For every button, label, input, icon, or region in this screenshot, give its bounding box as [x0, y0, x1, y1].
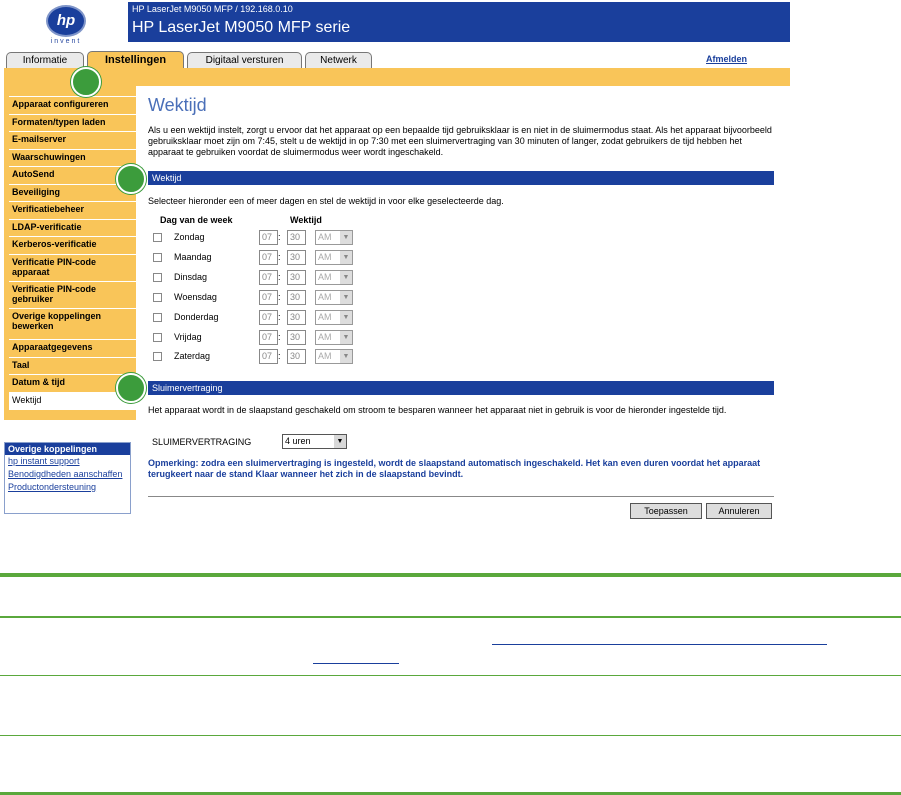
dropdown-arrow-icon: ▼	[340, 350, 352, 363]
product-title: HP LaserJet M9050 MFP serie	[132, 19, 351, 36]
link-underline	[313, 663, 399, 664]
tab-bar	[4, 68, 790, 86]
sleep-delay-label: SLUIMERVERTRAGING	[152, 437, 252, 447]
link-productondersteuning[interactable]: Productondersteuning	[8, 482, 97, 492]
day-checkbox[interactable]	[153, 273, 162, 282]
table-rule-header	[0, 616, 901, 618]
tab-informatie[interactable]: Informatie	[6, 52, 84, 68]
sidebar-item-e-mailserver[interactable]: E-mailserver	[9, 131, 136, 149]
ampm-select[interactable]	[315, 230, 353, 245]
day-label: Zondag	[174, 232, 205, 242]
dropdown-arrow-icon: ▼	[340, 291, 352, 304]
day-checkbox[interactable]	[153, 333, 162, 342]
hour-input[interactable]: 07	[259, 250, 278, 265]
sidebar-item-apparaatgegevens[interactable]: Apparaatgegevens	[9, 339, 136, 357]
table-rule-row	[0, 735, 901, 736]
header-band	[128, 2, 790, 42]
col-header-time: Wektijd	[290, 215, 322, 225]
minute-input[interactable]: 30	[287, 290, 306, 305]
time-colon: :	[278, 252, 281, 262]
minute-input[interactable]: 30	[287, 250, 306, 265]
col-header-day: Dag van de week	[160, 215, 233, 225]
device-address: HP LaserJet M9050 MFP / 192.168.0.10	[132, 4, 293, 14]
sidebar-nav	[4, 86, 136, 420]
divider	[148, 496, 774, 497]
callout-marker-3	[116, 373, 146, 403]
hour-input[interactable]: 07	[259, 230, 278, 245]
other-links-title: Overige koppelingen	[5, 443, 130, 455]
day-checkbox[interactable]	[153, 352, 162, 361]
sidebar-item-beveiliging[interactable]: Beveiliging	[9, 184, 136, 201]
sidebar-item-verificatiebeheer[interactable]: Verificatiebeheer	[9, 201, 136, 219]
sidebar-item-formaten-typen[interactable]: Formaten/typen laden	[9, 114, 136, 131]
ampm-value: AM	[318, 252, 332, 262]
sidebar-item-autosend[interactable]: AutoSend	[9, 166, 136, 184]
minute-input[interactable]: 30	[287, 310, 306, 325]
dropdown-arrow-icon: ▼	[340, 331, 352, 344]
sidebar-item-taal[interactable]: Taal	[9, 357, 136, 374]
sleep-delay-value: 4 uren	[285, 436, 311, 446]
hp-logo-icon	[46, 5, 86, 45]
dropdown-arrow-icon: ▼	[340, 311, 352, 324]
intro-text: Als u een wektijd instelt, zorgt u ervoor dat het apparaat op een bepaalde tijd gebruiksklaar is en niet in de sluimermodus staat. Als het apparaat bijvoorbeeld gebruiksklaar moet zijn om 7:45, stelt u de wektijd in op 7:30 met een sluimervertraging van 30 minuten of langer, zodat gebruikers de tijd hebben het apparaat te gebruiken voordat de sluimermodus weer wordt ingeschakeld.	[148, 125, 772, 157]
day-label: Maandag	[174, 252, 212, 262]
time-colon: :	[278, 332, 281, 342]
sidebar-item-kerberos[interactable]: Kerberos-verificatie	[9, 236, 136, 254]
day-checkbox[interactable]	[153, 293, 162, 302]
sidebar-item-waarschuwingen[interactable]: Waarschuwingen	[9, 149, 136, 166]
day-label: Donderdag	[174, 312, 219, 322]
table-rule-top	[0, 573, 901, 577]
tab-netwerk[interactable]: Netwerk	[305, 52, 372, 68]
ampm-value: AM	[318, 312, 332, 322]
time-colon: :	[278, 292, 281, 302]
page-title: Wektijd	[148, 95, 207, 115]
tab-instellingen[interactable]: Instellingen	[87, 51, 184, 69]
apply-button[interactable]: Toepassen	[630, 503, 702, 519]
ampm-value: AM	[318, 351, 332, 361]
wake-row-zondag	[153, 230, 363, 246]
hour-input[interactable]: 07	[259, 349, 278, 364]
logout-link[interactable]: Afmelden	[706, 54, 748, 64]
link-underline	[492, 644, 827, 645]
ampm-select[interactable]	[315, 310, 353, 325]
day-label: Woensdag	[174, 292, 217, 302]
sidebar-item-datum-tijd[interactable]: Datum & tijd	[9, 374, 136, 392]
ampm-select[interactable]	[315, 250, 353, 265]
time-colon: :	[278, 272, 281, 282]
sleep-description: Het apparaat wordt in de slaapstand geschakeld om stroom te besparen wanneer het apparaat niet in gebruik is voor de hieronder ingestelde tijd.	[148, 405, 727, 415]
wake-row-woensdag	[153, 290, 363, 306]
sidebar-item-pin-gebruiker[interactable]: Verificatie PIN-code gebruiker	[9, 281, 136, 308]
table-rule-row	[0, 675, 901, 676]
link-hp-instant-support[interactable]: hp instant support	[8, 456, 80, 466]
minute-input[interactable]: 30	[287, 349, 306, 364]
dropdown-arrow-icon: ▼	[340, 231, 352, 244]
wake-row-vrijdag	[153, 330, 363, 346]
day-checkbox[interactable]	[153, 253, 162, 262]
ampm-select[interactable]	[315, 270, 353, 285]
day-checkbox[interactable]	[153, 233, 162, 242]
minute-input[interactable]: 30	[287, 270, 306, 285]
callout-marker-1	[71, 67, 101, 97]
ampm-select[interactable]	[315, 330, 353, 345]
sleep-delay-select[interactable]	[282, 434, 347, 449]
ampm-value: AM	[318, 232, 332, 242]
section-sluimervertraging: Sluimervertraging	[148, 381, 774, 395]
wake-row-dinsdag	[153, 270, 363, 286]
hour-input[interactable]: 07	[259, 290, 278, 305]
hp-logo-invent: invent	[50, 38, 82, 45]
time-colon: :	[278, 312, 281, 322]
wake-row-zaterdag	[153, 349, 363, 365]
day-checkbox[interactable]	[153, 313, 162, 322]
day-label: Dinsdag	[174, 272, 208, 282]
section-wektijd: Wektijd	[148, 171, 774, 185]
hp-logo-mark: hp	[46, 5, 86, 37]
minute-input[interactable]: 30	[287, 230, 306, 245]
sidebar-item-overige-koppelingen[interactable]: Overige koppelingen bewerken	[9, 308, 136, 339]
minute-input[interactable]: 30	[287, 330, 306, 345]
ampm-value: AM	[318, 332, 332, 342]
day-label: Zaterdag	[174, 351, 211, 361]
dropdown-arrow-icon: ▼	[340, 251, 352, 264]
hour-input[interactable]: 07	[259, 330, 278, 345]
wake-row-maandag	[153, 250, 363, 266]
day-label: Vrijdag	[174, 332, 202, 342]
time-colon: :	[278, 232, 281, 242]
wake-row-donderdag	[153, 310, 363, 326]
other-links-box	[4, 442, 131, 514]
sidebar-item-apparaat-configureren[interactable]: Apparaat configureren	[9, 96, 136, 114]
sidebar-item-wektijd[interactable]: Wektijd	[9, 392, 136, 410]
sleep-note: Opmerking: zodra een sluimervertraging is ingesteld, wordt de slaapstand automatisch ingeschakeld. Het kan even duren voordat het apparaat terugkeert naar de stand Klaar wanneer het zich in de slaapstand bevindt.	[148, 458, 761, 479]
tab-digitaal-versturen[interactable]: Digitaal versturen	[187, 52, 302, 68]
dropdown-arrow-icon: ▼	[334, 435, 346, 448]
time-colon: :	[278, 351, 281, 361]
link-benodigdheden[interactable]: Benodigdheden aanschaffen	[8, 469, 123, 479]
ampm-value: AM	[318, 272, 332, 282]
cancel-button[interactable]: Annuleren	[706, 503, 772, 519]
ampm-select[interactable]	[315, 290, 353, 305]
hour-input[interactable]: 07	[259, 310, 278, 325]
instruction-text: Selecteer hieronder een of meer dagen en stel de wektijd in voor elke geselecteerde dag.	[148, 196, 504, 206]
ampm-select[interactable]	[315, 349, 353, 364]
sidebar-item-ldap[interactable]: LDAP-verificatie	[9, 219, 136, 236]
callout-marker-2	[116, 164, 146, 194]
ampm-value: AM	[318, 292, 332, 302]
hour-input[interactable]: 07	[259, 270, 278, 285]
sidebar-item-pin-apparaat[interactable]: Verificatie PIN-code apparaat	[9, 254, 136, 281]
dropdown-arrow-icon: ▼	[340, 271, 352, 284]
